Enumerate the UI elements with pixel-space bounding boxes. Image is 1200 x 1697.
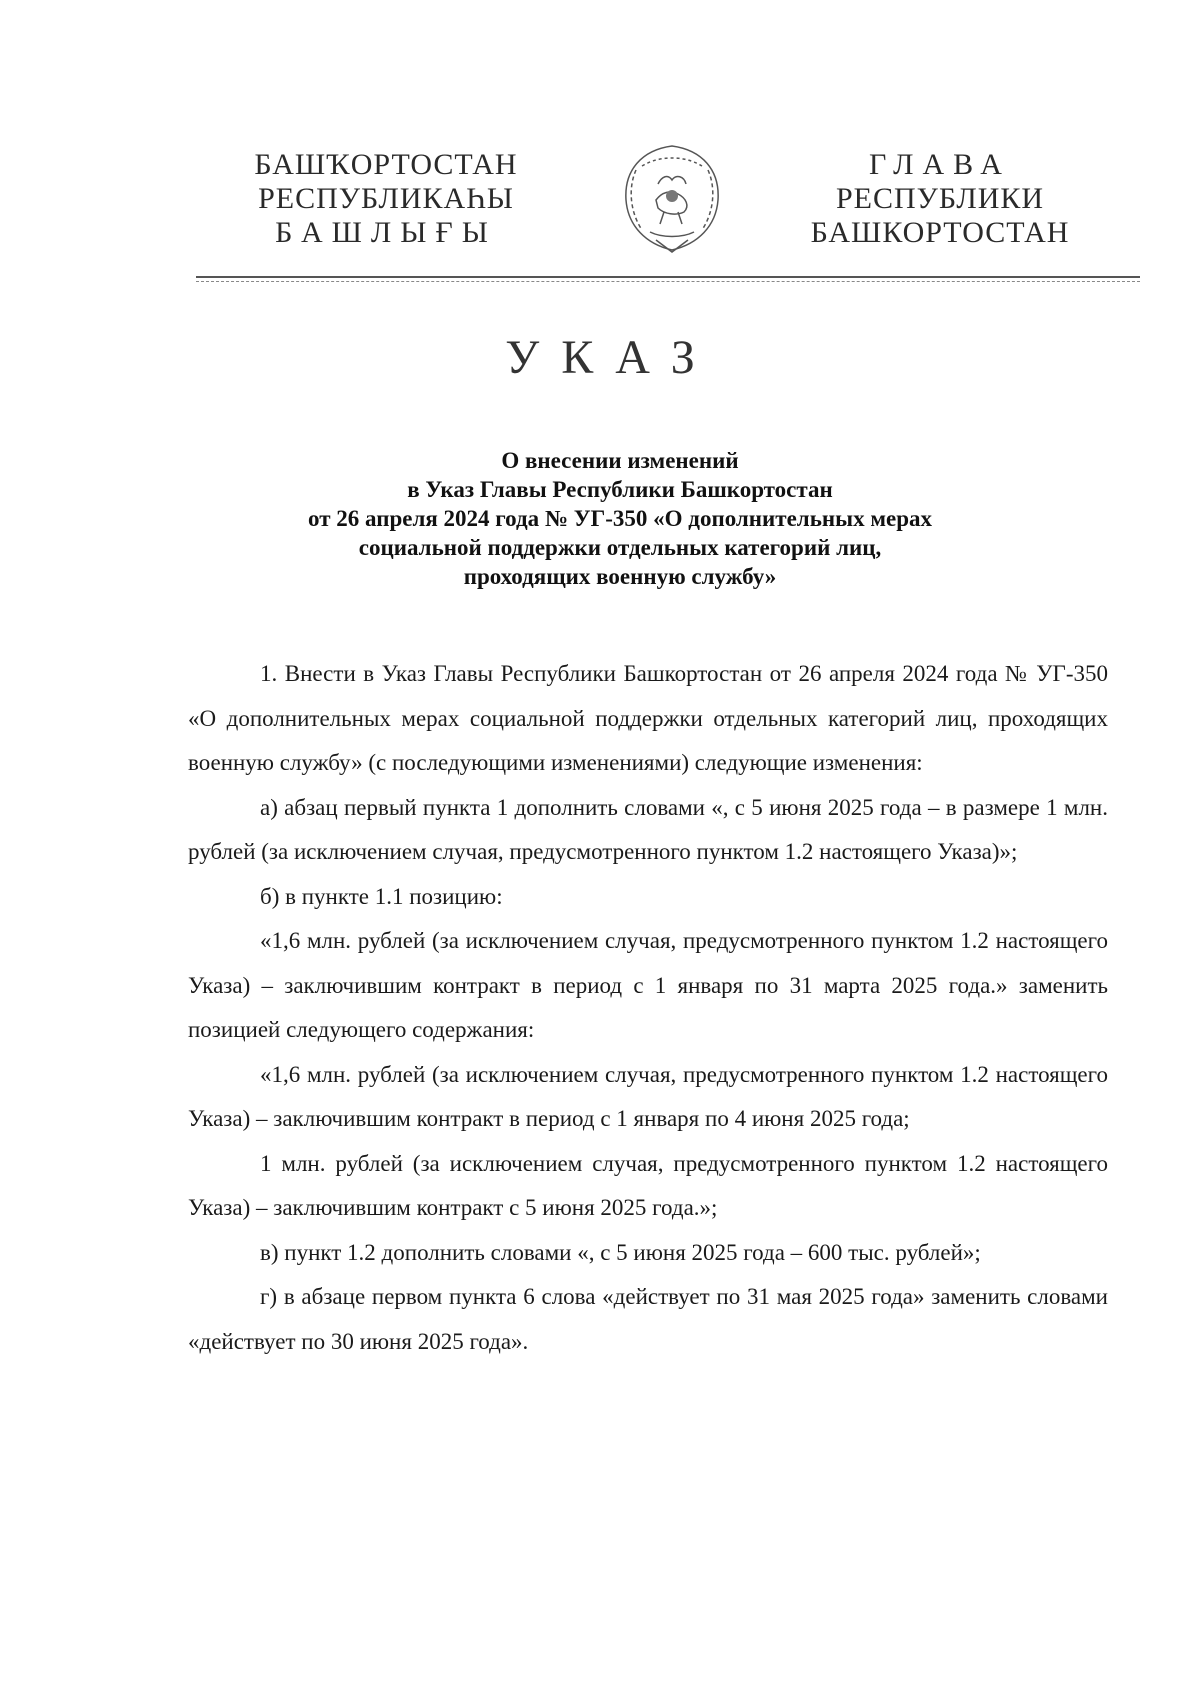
coat-of-arms-icon bbox=[612, 140, 732, 258]
document-title: УКАЗ bbox=[505, 331, 717, 384]
subject-line-3: от 26 апреля 2024 года № УГ-350 «О дополнительных мерах bbox=[308, 506, 932, 531]
subject-line-5: проходящих военную службу» bbox=[463, 564, 777, 589]
subject-line-4: социальной поддержки отдельных категорий лиц, bbox=[358, 535, 882, 560]
header-bashkir-line-3: БАШЛЫҒЫ bbox=[275, 216, 497, 249]
paragraph-b-new-position-1: «1,6 млн. рублей (за исключением случая, предусмотренного пунктом 1.2 настоящего Указа) – заключившим контракт в период с 1 января по 4 июня 2025 года; bbox=[188, 1061, 1108, 1131]
header-divider bbox=[196, 276, 1140, 278]
paragraph-b: б) в пункте 1.1 позицию: bbox=[260, 883, 503, 909]
header-bashkir bbox=[236, 148, 536, 250]
document-header bbox=[0, 148, 1200, 268]
header-bashkir-line-1: БАШҠОРТОСТАН bbox=[254, 148, 518, 181]
header-russian bbox=[790, 148, 1090, 250]
document-body bbox=[188, 652, 1108, 1364]
document-subject bbox=[200, 446, 1040, 591]
header-russian-line-3: БАШКОРТОСТАН bbox=[810, 216, 1070, 249]
paragraph-1: 1. Внести в Указ Главы Республики Башкортостан от 26 апреля 2024 года № УГ-350 «О дополнительных мерах социальной поддержки отдельных категорий лиц, проходящих военную службу» (с последующими изменениями) следующие изменения: bbox=[188, 661, 1108, 775]
header-bashkir-line-2: РЕСПУБЛИКАҺЫ bbox=[258, 182, 514, 215]
paragraph-b-old-position: «1,6 млн. рублей (за исключением случая, предусмотренного пунктом 1.2 настоящего Указа) – заключившим контракт в период с 1 января по 31 марта 2025 года.» заменить позицией следующего содержания: bbox=[188, 928, 1108, 1042]
subject-line-2: в Указ Главы Республики Башкортостан bbox=[407, 477, 833, 502]
paragraph-a: а) абзац первый пункта 1 дополнить словами «, с 5 июня 2025 года – в размере 1 млн. рублей (за исключением случая, предусмотренного пунктом 1.2 настоящего Указа)»; bbox=[188, 794, 1108, 864]
subject-line-1: О внесении изменений bbox=[501, 448, 739, 473]
header-russian-line-2: РЕСПУБЛИКИ bbox=[835, 182, 1045, 215]
paragraph-g: г) в абзаце первом пункта 6 слова «действует по 31 мая 2025 года» заменить словами «действует по 30 июня 2025 года». bbox=[188, 1284, 1108, 1354]
header-divider-secondary bbox=[196, 281, 1140, 282]
header-russian-line-1: ГЛАВА bbox=[869, 148, 1011, 181]
paragraph-v: в) пункт 1.2 дополнить словами «, с 5 июня 2025 года – 600 тыс. рублей»; bbox=[260, 1239, 981, 1265]
paragraph-b-new-position-2: 1 млн. рублей (за исключением случая, предусмотренного пунктом 1.2 настоящего Указа) – заключившим контракт с 5 июня 2025 года.»; bbox=[188, 1150, 1108, 1220]
